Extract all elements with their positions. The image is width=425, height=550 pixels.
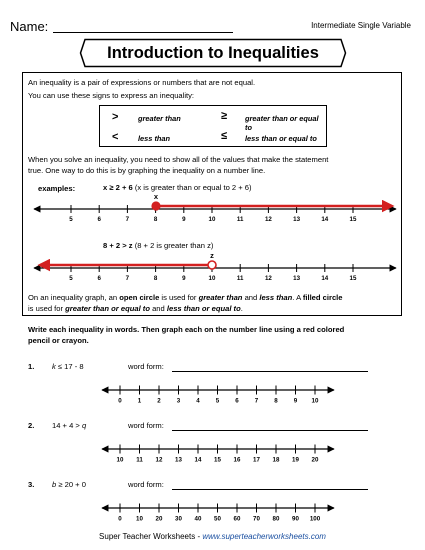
- tick-label: 5: [69, 275, 73, 283]
- example-2-note: (8 + 2 is greater than z): [134, 241, 214, 250]
- problem-2-word-form-line[interactable]: [172, 430, 368, 431]
- problem-3-expression: b ≥ 20 + 0: [52, 480, 86, 489]
- tick-label: 6: [97, 216, 101, 224]
- page-title: Introduction to Inequalities: [107, 44, 319, 62]
- instructions-line-2: pencil or crayon.: [28, 336, 89, 345]
- problem-3-word-form-label: word form:: [128, 480, 164, 489]
- tick-label: 20: [155, 515, 163, 523]
- tick-label: 7: [125, 216, 130, 224]
- tick-label: 15: [214, 456, 221, 464]
- example-2-expression: 8 + 2 > z: [103, 241, 133, 250]
- example-1-expression: x ≥ 2 + 6: [103, 183, 133, 192]
- less-equal-symbol: ≤: [221, 130, 228, 142]
- problem-2-number: 2.: [28, 421, 35, 430]
- tick-label: 16: [233, 456, 241, 464]
- intro-line-1: An inequality is a pair of expressions or numbers that are not equal.: [28, 78, 256, 87]
- tick-label: 6: [235, 397, 239, 405]
- tick-label: 7: [125, 275, 130, 283]
- tick-label: 2: [157, 397, 161, 405]
- example-2-number-line: [30, 252, 400, 292]
- example-1-number-line: [30, 193, 400, 233]
- tick-label: 11: [236, 216, 244, 224]
- tick-label: 3: [176, 397, 181, 405]
- problem-1-word-form-label: word form:: [128, 362, 164, 371]
- name-line[interactable]: [53, 32, 233, 33]
- problem-1-expression: k ≤ 17 - 8: [52, 362, 84, 371]
- tick-label: 11: [236, 275, 244, 283]
- tick-label: 14: [321, 216, 329, 224]
- greater-equal-symbol: ≥: [221, 110, 228, 122]
- example-2-variable: z: [210, 252, 214, 260]
- tick-label: 13: [175, 456, 182, 464]
- open-circle: [208, 261, 216, 269]
- tick-label: 0: [118, 397, 122, 405]
- less-than-label: less than: [138, 134, 171, 143]
- problem-3-number-line[interactable]: [98, 498, 338, 528]
- tick-label: 12: [264, 216, 272, 224]
- tick-label: 10: [208, 216, 216, 224]
- tick-label: 100: [309, 515, 321, 523]
- solve-line-2: true. One way to do this is by graphing the inequality on a number line.: [28, 166, 266, 175]
- less-than-symbol: <: [112, 131, 119, 143]
- tick-label: 0: [118, 515, 122, 523]
- tick-label: 15: [349, 275, 357, 283]
- circles-paragraph-line-2: is used for greater than or equal to and less than or equal to.: [28, 304, 243, 313]
- circles-paragraph-line-1: On an inequality graph, an open circle is used for greater than and less than. A filled circle: [28, 293, 343, 302]
- tick-label: 19: [292, 456, 299, 464]
- tick-label: 20: [311, 456, 319, 464]
- tick-label: 10: [311, 397, 319, 405]
- footer-link[interactable]: www.superteacherworksheets.com: [202, 532, 326, 541]
- greater-equal-label: greater than or equal to: [245, 114, 319, 132]
- instructions-line-1: Write each inequality in words. Then graph each on the number line using a red colored: [28, 325, 345, 334]
- tick-label: 8: [274, 397, 278, 405]
- tick-label: 10: [208, 275, 216, 283]
- tick-label: 6: [97, 275, 101, 283]
- tick-label: 12: [264, 275, 272, 283]
- problem-3-word-form-line[interactable]: [172, 489, 368, 490]
- tick-label: 10: [136, 515, 143, 523]
- tick-label: 7: [254, 397, 259, 405]
- footer-text: Super Teacher Worksheets -: [99, 532, 203, 541]
- tick-label: 8: [153, 275, 158, 283]
- example-1-note: (x is greater than or equal to 2 + 6): [134, 183, 252, 192]
- tick-label: 4: [196, 397, 200, 405]
- tick-label: 12: [155, 456, 163, 464]
- signs-table: [99, 105, 327, 147]
- name-label: Name:: [10, 19, 49, 34]
- tick-label: 40: [194, 515, 202, 523]
- tick-label: 14: [321, 275, 329, 283]
- solve-line-1: When you solve an inequality, you need to show all of the values that make the statement: [28, 155, 329, 164]
- tick-label: 10: [116, 456, 124, 464]
- subtitle: Intermediate Single Variable: [311, 21, 411, 30]
- tick-label: 18: [272, 456, 280, 464]
- tick-label: 8: [153, 216, 158, 224]
- tick-label: 5: [215, 397, 220, 405]
- tick-label: 9: [182, 275, 186, 283]
- examples-label: examples:: [38, 184, 76, 193]
- problem-2-word-form-label: word form:: [128, 421, 164, 430]
- greater-than-symbol: >: [112, 111, 119, 123]
- tick-label: 50: [214, 515, 221, 523]
- tick-label: 13: [293, 275, 301, 283]
- tick-label: 90: [292, 515, 299, 523]
- footer: [0, 532, 425, 541]
- problem-3-number: 3.: [28, 480, 35, 489]
- tick-label: 30: [175, 515, 182, 523]
- problem-1-number: 1.: [28, 362, 35, 371]
- tick-label: 17: [253, 456, 260, 464]
- tick-label: 60: [233, 515, 241, 523]
- tick-label: 80: [272, 515, 280, 523]
- tick-label: 14: [194, 456, 202, 464]
- tick-label: 1: [137, 397, 142, 405]
- tick-label: 13: [293, 216, 301, 224]
- greater-than-label: greater than: [138, 114, 181, 123]
- title-banner: [79, 38, 347, 68]
- problem-2-number-line[interactable]: [98, 439, 338, 469]
- intro-line-2: You can use these signs to express an inequality:: [28, 91, 195, 100]
- problem-2-expression: 14 + 4 > q: [52, 421, 87, 430]
- example-1-variable: x: [153, 193, 159, 201]
- less-equal-label: less than or equal to: [245, 134, 317, 143]
- tick-label: 11: [136, 456, 143, 464]
- tick-label: 9: [182, 216, 186, 224]
- filled-circle: [152, 202, 160, 210]
- tick-label: 70: [253, 515, 260, 523]
- problem-1-word-form-line[interactable]: [172, 371, 368, 372]
- tick-label: 5: [69, 216, 73, 224]
- tick-label: 9: [293, 397, 298, 405]
- tick-label: 15: [349, 216, 357, 224]
- problem-1-number-line[interactable]: [98, 380, 338, 410]
